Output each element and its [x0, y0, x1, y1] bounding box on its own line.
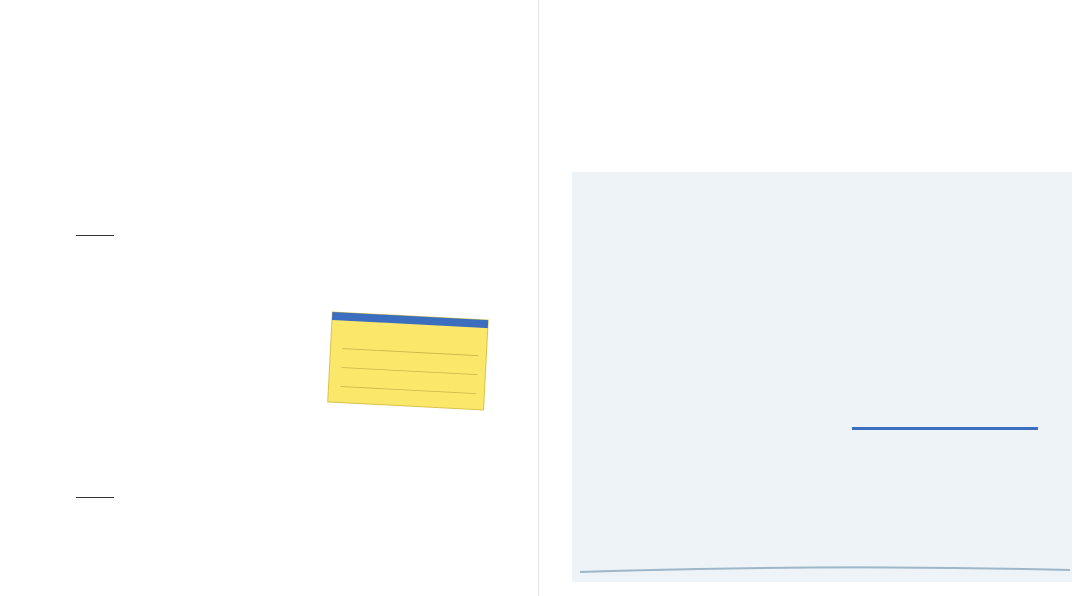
sum-line: [852, 427, 1038, 430]
sum-rule: [76, 497, 114, 498]
tip-sticky-note: [326, 308, 491, 412]
sum-rule: [76, 235, 114, 236]
intro-paragraph: [626, 90, 1046, 113]
dotted-divider: [10, 76, 532, 84]
right-page: [540, 0, 1080, 596]
sticky-note-paper: [326, 308, 491, 412]
pigs-illustration: [570, 172, 1075, 582]
dotted-divider: [552, 76, 1072, 84]
